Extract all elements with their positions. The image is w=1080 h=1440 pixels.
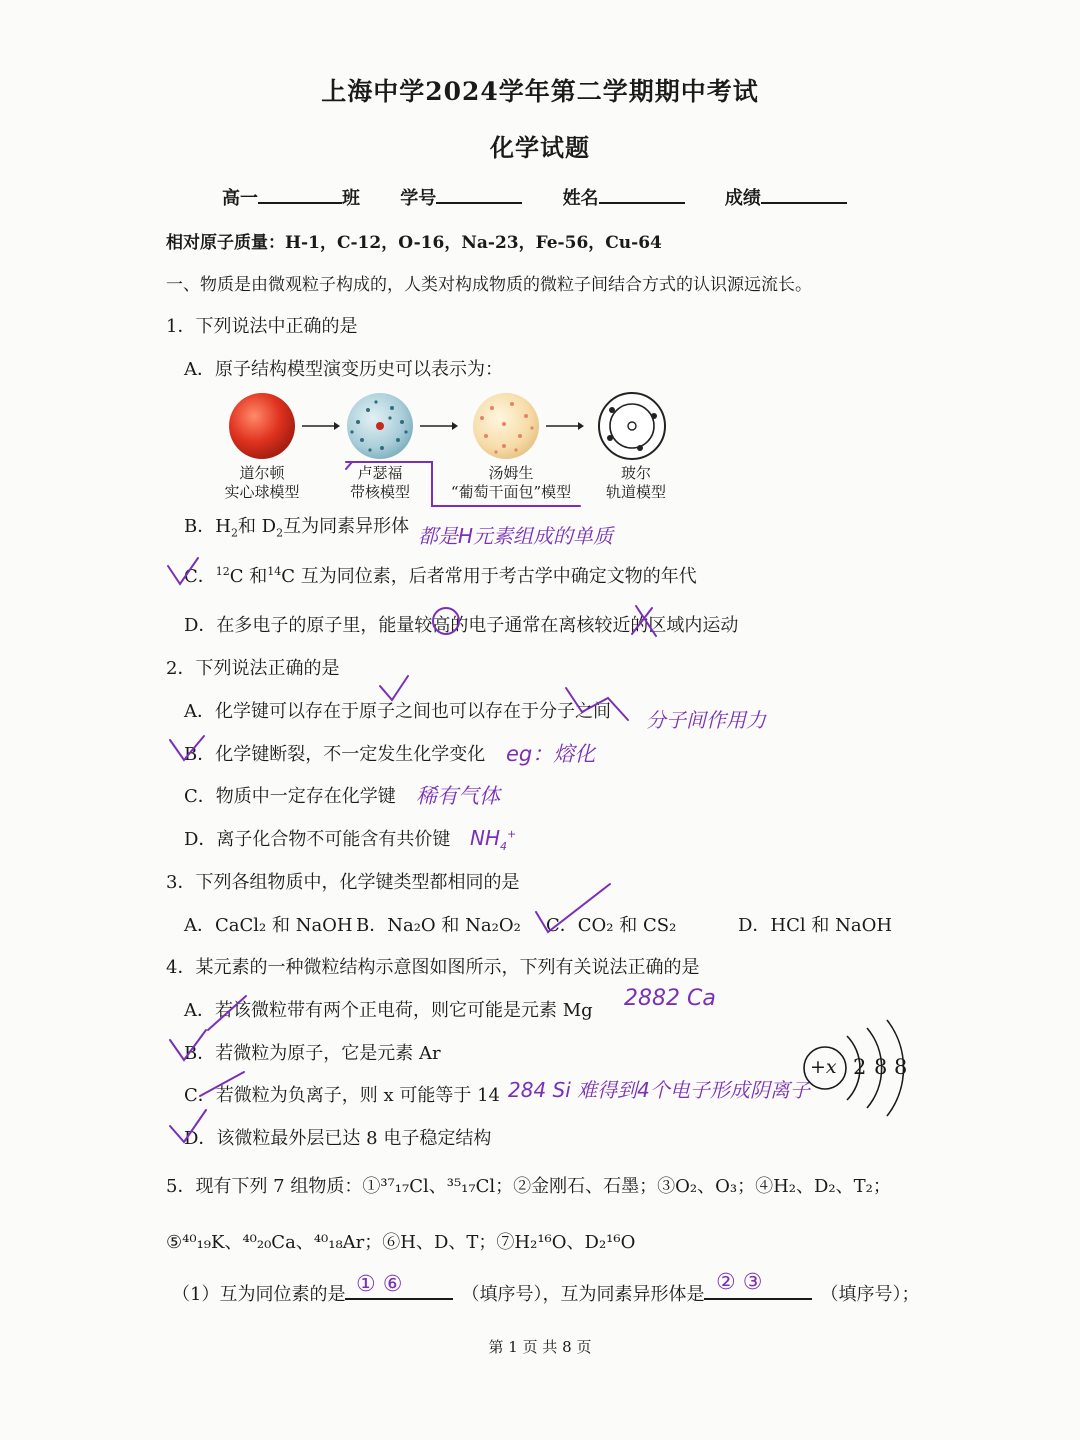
student-no-label: 学号 xyxy=(400,188,437,209)
q5-stem: 5．现有下列 7 组物质：①³⁷₁₇Cl、³⁵₁₇Cl；②金刚石、石墨；③O₂、O₃；④H₂、D₂、T₂； xyxy=(166,1176,891,1197)
page-title: 上海中学2024学年第二学期期中考试 xyxy=(321,77,759,106)
model-caption-rutherford: 卢瑟福 带核模型 xyxy=(349,464,410,501)
page-subtitle: 化学试题 xyxy=(490,133,590,162)
score-label: 成绩 xyxy=(724,188,761,209)
q3-option-a: A．CaCl₂ 和 NaOH xyxy=(184,915,353,936)
q4-option-d: D．该微粒最外层已达 8 电子稳定结构 xyxy=(184,1128,492,1149)
grade-label: 高一 xyxy=(222,188,258,209)
q4-option-a: A．若该微粒带有两个正电荷，则它可能是元素 Mg xyxy=(184,1000,593,1021)
bohr-model-icon xyxy=(599,393,665,459)
nucleus-charge: +x xyxy=(810,1056,837,1078)
q1-option-a: A．原子结构模型演变历史可以表示为： xyxy=(184,359,503,380)
q2-stem: 2．下列说法正确的是 xyxy=(166,658,340,679)
rutherford-model-icon xyxy=(347,393,413,459)
note-q4-a: 2882 Ca xyxy=(624,986,716,1011)
q2-option-a: A．化学键可以存在于原子之间也可以存在于分子之间 xyxy=(184,701,611,722)
dalton-model-icon xyxy=(229,393,295,459)
shell-3-count: 8 xyxy=(894,1055,908,1079)
q5-answer-2: ② ③ xyxy=(716,1270,763,1295)
name-field[interactable] xyxy=(599,184,685,204)
q1-option-d: D．在多电子的原子里，能量较高的电子通常在离核较近的区域内运动 xyxy=(184,615,739,636)
q3-option-b: B．Na₂O 和 Na₂O₂ xyxy=(356,915,521,936)
q5-part1: （1）互为同位素的是 （填序号），互为同素异形体是 （填序号）； xyxy=(172,1280,919,1306)
q4-stem: 4．某元素的一种微粒结构示意图如图所示，下列有关说法正确的是 xyxy=(166,957,700,978)
student-no-field[interactable] xyxy=(436,184,522,204)
q5-answer-1: ① ⑥ xyxy=(356,1272,403,1297)
model-caption-dalton: 道尔顿 实心球模型 xyxy=(224,464,300,501)
thomson-model-icon xyxy=(473,393,539,459)
note-q1-b: 都是H元素组成的单质 xyxy=(418,524,614,548)
student-info-row xyxy=(222,184,847,210)
score-field[interactable] xyxy=(761,184,847,204)
q3-option-d: D．HCl 和 NaOH xyxy=(738,915,893,936)
page-number: 第 1 页 共 8 页 xyxy=(488,1338,592,1356)
class-field[interactable] xyxy=(258,184,342,204)
q2-option-b: B．化学键断裂，不一定发生化学变化 xyxy=(184,744,486,765)
section-intro: 一、物质是由微观粒子构成的，人类对构成物质的微粒子间结合方式的认识源远流长。 xyxy=(166,275,812,295)
note-q2-c: 稀有气体 xyxy=(416,784,500,808)
atomic-mass-line: 相对原子质量：H-1，C-12，O-16，Na-23，Fe-56，Cu-64 xyxy=(166,233,662,253)
q1-stem: 1．下列说法中正确的是 xyxy=(166,316,358,337)
note-q2-d: $NH_4^+$ xyxy=(470,826,517,853)
q3-option-c: C．CO₂ 和 CS₂ xyxy=(546,915,677,936)
q5-line2: ⑤⁴⁰₁₉K、⁴⁰₂₀Ca、⁴⁰₁₈Ar；⑥H、D、T；⑦H₂¹⁶O、D₂¹⁶O xyxy=(166,1232,636,1253)
shell-2-count: 8 xyxy=(874,1055,888,1079)
name-label: 姓名 xyxy=(562,188,599,209)
q2-option-d: D．离子化合物不可能含有共价键 xyxy=(184,829,451,850)
q4-option-c: C．若微粒为负离子，则 x 可能等于 14 xyxy=(184,1085,500,1106)
note-q2-a: 分子间作用力 xyxy=(646,708,766,732)
class-label: 班 xyxy=(342,188,360,209)
q1-option-c: C．$^{12}$C 和$^{14}$C 互为同位素，后者常用于考古学中确定文物的年代 xyxy=(184,565,697,587)
atom-models-figure xyxy=(220,388,680,472)
model-caption-bohr: 玻尔 轨道模型 xyxy=(605,464,666,501)
q1-option-b: B．$H_2$和 $D_2$互为同素异形体 xyxy=(184,516,410,540)
shell-1-count: 2 xyxy=(853,1055,867,1079)
model-caption-thomson: 汤姆生 “葡萄干面包”模型 xyxy=(450,464,572,501)
q2-option-c: C．物质中一定存在化学键 xyxy=(184,786,396,807)
note-q4-c: 284 Si 难得到4个电子形成阴离子 xyxy=(508,1078,810,1102)
q3-stem: 3．下列各组物质中，化学键类型都相同的是 xyxy=(166,872,520,893)
note-q2-b: eg：熔化 xyxy=(506,742,596,766)
q4-option-b: B．若微粒为原子，它是元素 Ar xyxy=(184,1043,441,1064)
